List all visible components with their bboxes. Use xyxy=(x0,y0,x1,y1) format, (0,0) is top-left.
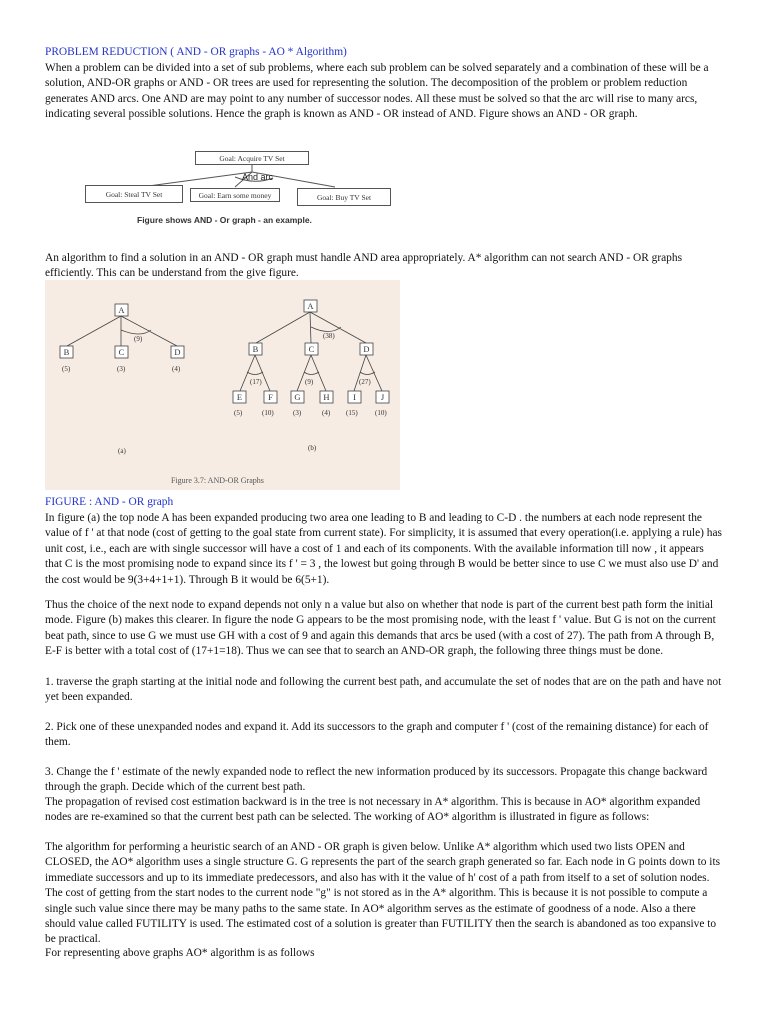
step-3: 3. Change the f ' estimate of the newly expanded node to reflect the new information produced by its successors. Propagate this change backward through the graph. Decide which of the current best path. xyxy=(45,766,708,794)
svg-text:(b): (b) xyxy=(308,444,317,452)
heuristic-paragraph: The algorithm for performing a heuristic search of an AND - OR graph is given below. Unlike A* algorithm which used two lists OPEN and CLOSED, the AO* algorithm uses a single structure G. G represents the part of the search graph generated so far. Each node in G points down to its immediate successors and up to its immediate predecessors, and also has with it the value of h' cost of a path from itself to a set of solution nodes. The cost of getting from the start nodes to the current node "g" is not stored as in the A* algorithm. This is because it is not possible to compute a single such value since there may be many paths to the same state. In AO* algorithm serves as the estimate of goodness of a node. Also a there should value called FUTILITY is used. The estimated cost of a solution is greater than FUTILITY then the search is abandoned as too expansive to be practical. xyxy=(45,841,721,946)
svg-text:(3): (3) xyxy=(293,409,302,417)
intro-paragraph: When a problem can be divided into a set of sub problems, where each sub problem can be solved separately and a combination of these will be a solution, AND-OR graphs or AND - OR trees are used for representing the solution. The decomposition of the problem or problem reduction generates AND arcs. One AND are may point to any number of successor nodes. All these must be solved so that the arc will rise to many arcs, indicating several possible solutions. Hence the graph is known as AND - OR instead of AND. Figure shows an AND - OR graph. xyxy=(45,62,709,121)
svg-text:C: C xyxy=(118,347,125,357)
svg-text:A: A xyxy=(118,305,125,315)
svg-text:(9): (9) xyxy=(305,378,314,386)
svg-text:(a): (a) xyxy=(118,447,126,455)
algorithm-paragraph: An algorithm to find a solution in an AND - OR graph must handle AND area appropriately. A* algorithm can not search AND - OR graphs efficiently. This can be understand from the give figure. xyxy=(45,252,683,280)
svg-text:(10): (10) xyxy=(262,409,274,417)
svg-text:(5): (5) xyxy=(234,409,243,417)
svg-text:(4): (4) xyxy=(172,365,181,373)
graph-b xyxy=(233,300,389,452)
and-or-graphs-figure xyxy=(45,280,400,490)
svg-text:(3): (3) xyxy=(117,365,126,373)
step-1: 1. traverse the graph starting at the initial node and following the current best path, and accumulate the set of nodes that are on the path and have not yet been expanded. xyxy=(45,676,722,704)
and-arc-label: And arc xyxy=(242,172,274,182)
svg-text:J: J xyxy=(380,392,385,402)
goal-steal-tv-node: Goal: Steal TV Set xyxy=(85,185,183,203)
figure-heading: FIGURE : AND - OR graph xyxy=(45,496,174,508)
svg-text:(38): (38) xyxy=(323,332,335,340)
svg-text:I: I xyxy=(353,392,356,402)
svg-text:C: C xyxy=(308,344,315,354)
svg-text:G: G xyxy=(294,392,301,402)
figure2-graphs xyxy=(45,280,400,490)
propagation-paragraph: The propagation of revised cost estimation backward is in the tree is not necessary in A* algorithm. This is because in AO* algorithm expanded nodes are re-examined so that the current best path can be selected. The working of AO* algorithm is illustrated in figure as follows: xyxy=(45,796,701,824)
figure1-caption: Figure shows AND - Or graph - an example. xyxy=(137,215,312,225)
svg-text:(10): (10) xyxy=(375,409,387,417)
figure-a-paragraph: In figure (a) the top node A has been expanded producing two area one leading to B and leading to C-D . the numbers at each node represent the value of f ' at that node (cost of getting to the goal state from current state). For simplicity, it is assumed that every operation(i.e. applying a rule) has unit cost, i.e., each are with single successor will have a cost of 1 and each of its components. With the available information till now , it appears that C is the most promising node to expand since its f ' = 3 , the lowest but going through B would be better since to use C we must also use D' and the cost would be 9(3+4+1+1). Through B it would be 6(5+1). xyxy=(45,512,722,586)
choice-paragraph: Thus the choice of the next node to expand depends not only n a value but also on whether that node is part of the current best path form the initial mode. Figure (b) makes this clearer. In figure the node G appears to be the most promising node, with the least f ' value. But G is not on the current beat path, since to use G we must use GH with a cost of 9 and again this demands that arcs be used (with a cost of 27). The path from A through B, E-F is better with a total cost of (17+1=18). Thus we can see that to search an AND-OR graph, the following three things must be done. xyxy=(45,599,716,658)
svg-text:F: F xyxy=(268,392,273,402)
svg-text:D: D xyxy=(363,344,370,354)
svg-text:E: E xyxy=(236,392,243,402)
svg-text:B: B xyxy=(252,344,259,354)
svg-text:(5): (5) xyxy=(62,365,71,373)
svg-text:(9): (9) xyxy=(134,335,143,343)
svg-text:(27): (27) xyxy=(359,378,371,386)
svg-text:(17): (17) xyxy=(250,378,262,386)
goal-earn-money-node: Goal: Earn some money xyxy=(190,188,280,202)
svg-text:(4): (4) xyxy=(322,409,331,417)
svg-text:(15): (15) xyxy=(346,409,358,417)
svg-text:D: D xyxy=(174,347,181,357)
svg-text:H: H xyxy=(323,392,330,402)
goal-buy-tv-node: Goal: Buy TV Set xyxy=(297,188,391,206)
page-heading: PROBLEM REDUCTION ( AND - OR graphs - AO * Algorithm) xyxy=(45,46,347,58)
step-2: 2. Pick one of these unexpanded nodes and expand it. Add its successors to the graph and computer f ' (cost of the remaining distance) for each of them. xyxy=(45,721,709,749)
graph-a xyxy=(60,304,184,455)
svg-text:A: A xyxy=(307,301,314,311)
svg-text:B: B xyxy=(63,347,70,357)
svg-text:Figure 3.7: AND-OR Graphs: Figure 3.7: AND-OR Graphs xyxy=(171,476,264,485)
and-or-graph-figure xyxy=(85,147,405,231)
goal-acquire-tv-node: Goal: Acquire TV Set xyxy=(195,151,309,165)
last-paragraph: For representing above graphs AO* algorithm is as follows xyxy=(45,947,315,959)
